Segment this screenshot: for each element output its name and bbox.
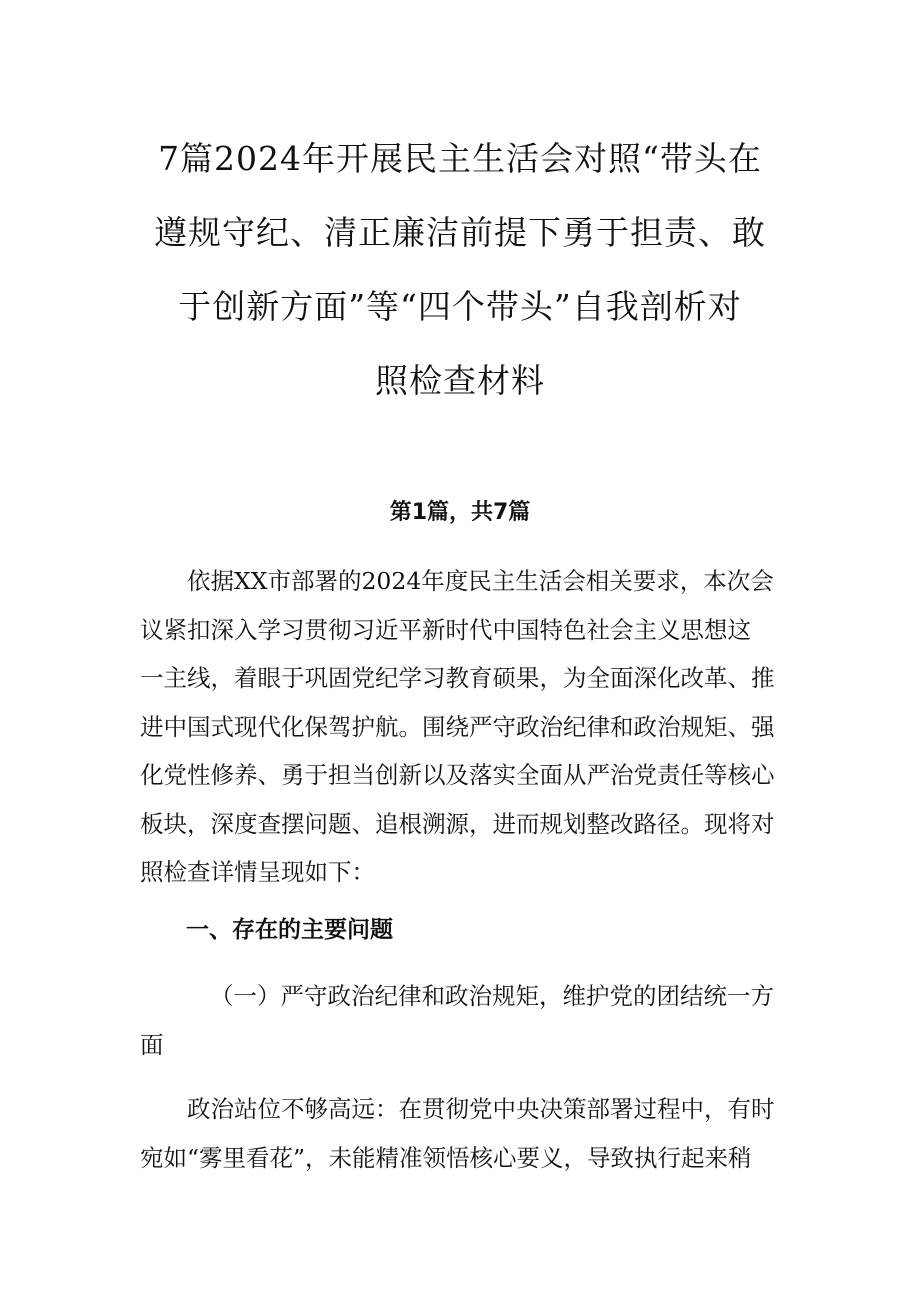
- text-line: 面: [140, 1030, 164, 1059]
- text-line: （一）严守政治纪律和政治规矩，维护党的团结统一方: [210, 982, 774, 1010]
- title-line: 遵规守纪、清正廉洁前提下勇于担责、敢: [154, 213, 766, 252]
- title-line: 7篇2024年开展民主生活会对照“带头在: [158, 139, 762, 178]
- document-title: [150, 122, 770, 418]
- text-line: 议紧扣深入学习贯彻习近平新时代中国特色社会主义思想这: [140, 615, 751, 644]
- text-line: 依据XX市部署的2024年度民主生活会相关要求，本次会: [187, 567, 774, 595]
- text-line: 板块，深度查摆问题、追根溯源，进而规划整改路径。现将对: [140, 809, 775, 838]
- text-line: 一主线，着眼于巩固党纪学习教育硕果，为全面深化改革、推: [140, 664, 775, 692]
- text-line: 进中国式现代化保驾护航。围绕严守政治纪律和政治规矩、强: [140, 712, 775, 741]
- document-subtitle: 第1篇，共7篇: [389, 500, 531, 525]
- text-line: 照检查详情呈现如下：: [140, 858, 375, 886]
- text-line: 化党性修养、勇于担当创新以及落实全面从严治党责任等核心: [140, 761, 775, 789]
- section-heading: 一、存在的主要问题: [186, 917, 393, 943]
- title-line: 照检查材料: [375, 361, 545, 400]
- body-paragraph: [140, 1085, 795, 1182]
- text-line: 政治站位不够高远：在贯彻党中央决策部署过程中，有时: [187, 1095, 775, 1123]
- subsection-heading: [140, 972, 795, 1069]
- intro-paragraph: [140, 557, 795, 897]
- text-line: 宛如“雾里看花”，未能精准领悟核心要义，导致执行起来稍: [140, 1143, 752, 1172]
- title-line: 于创新方面”等“四个带头”自我剖析对: [178, 287, 742, 326]
